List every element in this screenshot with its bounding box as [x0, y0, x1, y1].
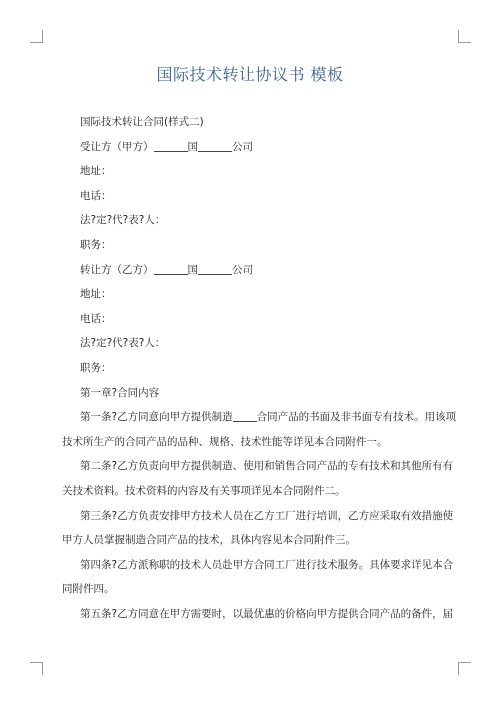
- document-body: [62, 110, 457, 626]
- party-a-legal-rep: 法?定?代?表?人：: [80, 214, 166, 227]
- party-a-position: 职务：: [80, 238, 112, 251]
- article-1-line-2: 技术所生产的合同产品的品种、规格、技术性能等详见本合同附件一。: [62, 435, 388, 448]
- article-2-line-2: 关技术资料。技术资料的内容及有关事项详见本合同附件二。: [62, 484, 346, 497]
- crop-mark-bottom-right: [458, 662, 471, 675]
- party-a-company-label: 公司: [232, 140, 253, 153]
- document-title: 国际技术转让协议书 模板: [156, 65, 344, 84]
- party-b-company-blank: [198, 262, 232, 275]
- article-5-line-1: 第五条?乙方同意在甲方需要时，以最优惠的价格向甲方提供合同产品的备件，届: [80, 607, 454, 620]
- article-3-line-2: 甲方人员掌握制造合同产品的技术，具体内容见本合同附件三。: [62, 534, 356, 547]
- party-b-phone: 电话：: [80, 312, 112, 325]
- article-1-text-a: 第一条?乙方同意向甲方提供制造: [80, 411, 233, 424]
- article-2-line-1: 第二条?乙方负责向甲方提供制造、使用和销售合同产品的专有技术和其他所有有: [80, 460, 454, 473]
- party-a-country-blank: [154, 139, 188, 152]
- party-b-address: 地址：: [80, 288, 112, 301]
- party-a-company-blank: [198, 139, 232, 152]
- party-b-country-blank: [154, 262, 188, 275]
- party-b-legal-rep: 法?定?代?表?人：: [80, 337, 166, 350]
- party-a-line: [62, 135, 446, 160]
- article-1-line-1: [62, 405, 457, 430]
- crop-mark-top-left: [30, 30, 43, 43]
- contract-subtitle: 国际技术转让合同(样式二): [80, 116, 204, 128]
- party-a-address: 地址：: [80, 165, 112, 178]
- article-1-text-b: 合同产品的书面及非书面专有技术。用该项: [256, 411, 457, 424]
- article-4-line-2: 同附件四。: [62, 583, 115, 596]
- party-a-label: 受让方（甲方）: [80, 140, 154, 153]
- crop-mark-bottom-left: [30, 662, 43, 675]
- party-b-position: 职务：: [80, 361, 112, 374]
- party-b-line: [62, 258, 446, 283]
- article-1-blank: [233, 409, 257, 422]
- party-a-country-label: 国: [187, 140, 198, 153]
- party-a-phone: 电话：: [80, 189, 112, 202]
- party-b-company-label: 公司: [232, 263, 253, 276]
- chapter-heading: 第一章?合同内容: [80, 386, 160, 399]
- article-4-line-1: 第四条?乙方派称职的技术人员赴甲方合同工厂进行技术服务。具体要求详见本合: [80, 558, 454, 571]
- crop-mark-top-right: [458, 30, 471, 43]
- party-b-country-label: 国: [187, 263, 198, 276]
- article-3-line-1: 第三条?乙方负责安排甲方技术人员在乙方工厂进行培训，乙方应采取有效措施使: [80, 509, 454, 522]
- party-b-label: 转让方（乙方）: [80, 263, 154, 276]
